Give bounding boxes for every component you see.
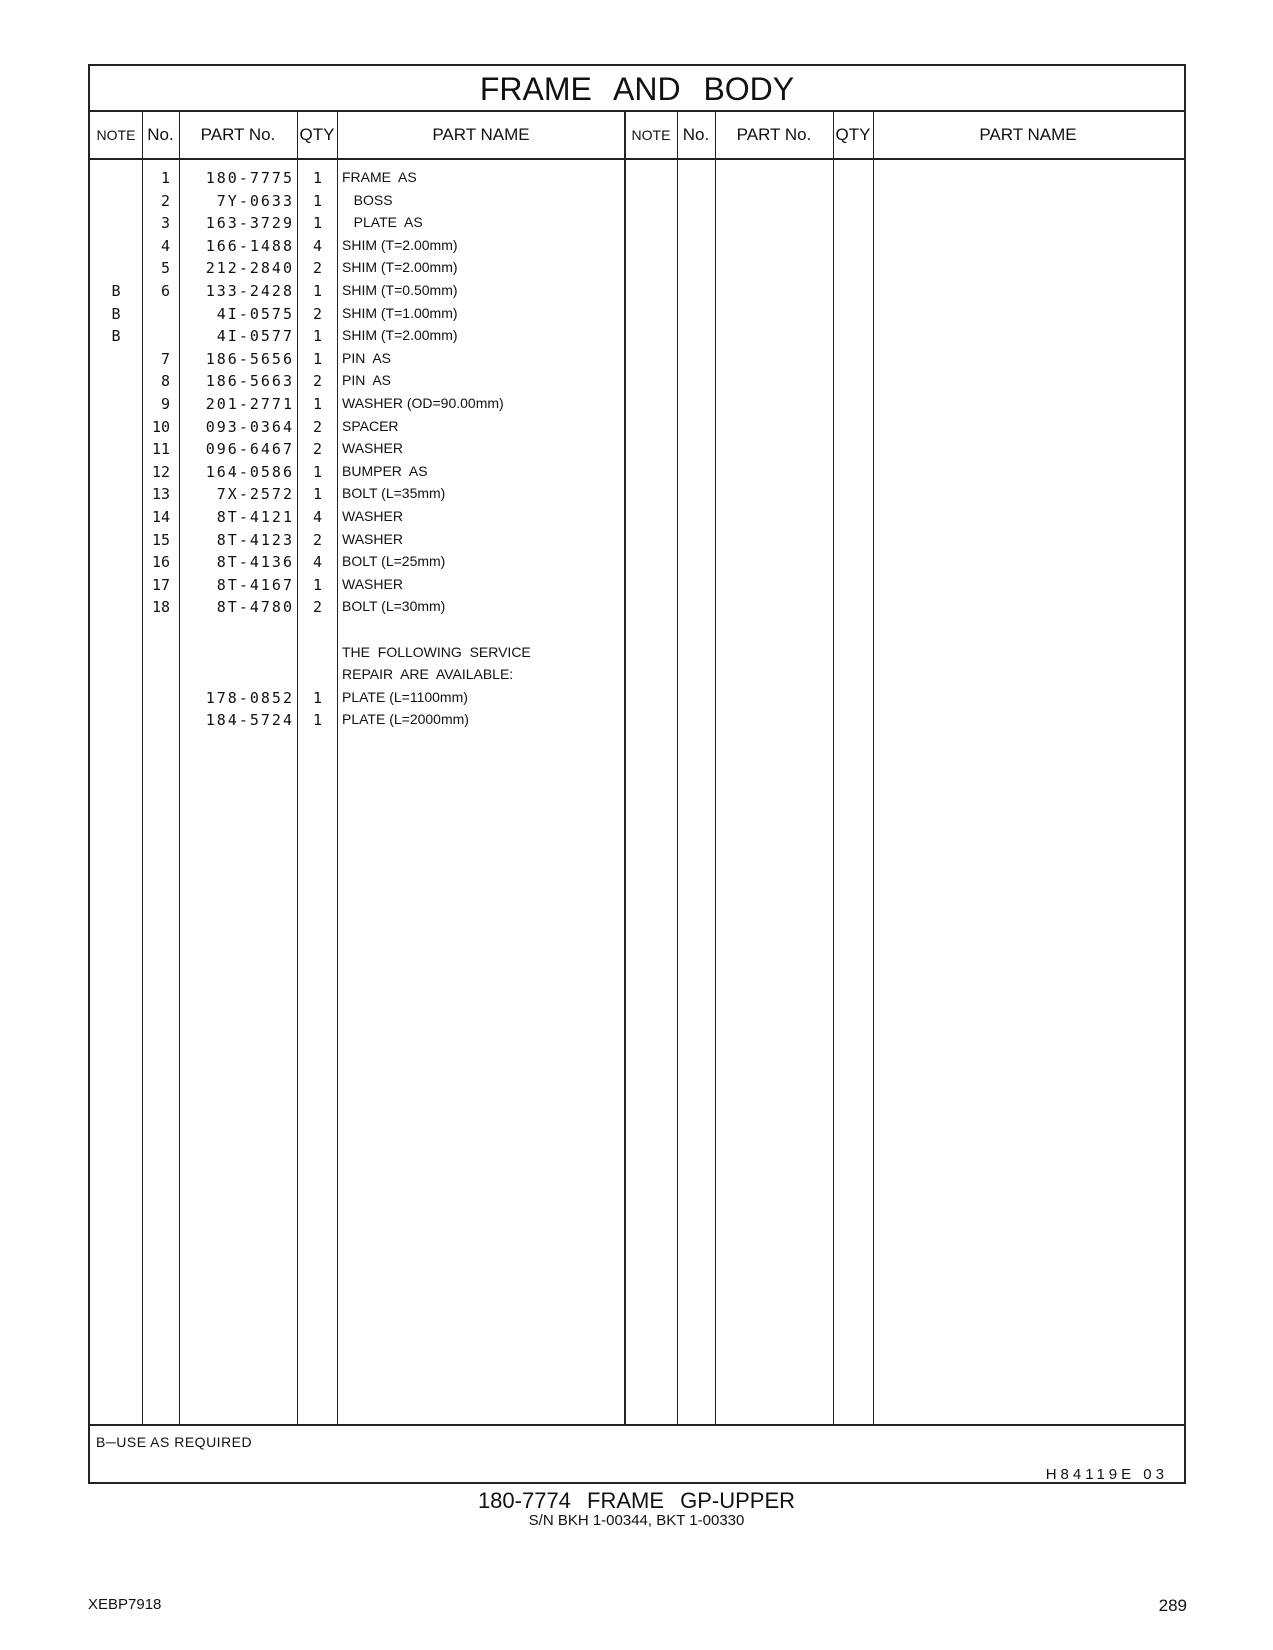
header-partname-right: PART NAME <box>979 125 1077 144</box>
row-part-number: 133-2428 <box>205 282 294 300</box>
table-row <box>90 553 1184 575</box>
row-part-name: PLATE AS <box>342 214 423 231</box>
row-part-number: 201-2771 <box>205 395 294 413</box>
row-part-number: 163-3729 <box>205 214 294 233</box>
row-part-name: BOSS <box>342 191 393 208</box>
row-part-number: 166-1488 <box>205 236 294 255</box>
table-row <box>90 598 1184 620</box>
row-part-number: 164-0586 <box>205 462 294 481</box>
row-number: 10 <box>151 417 170 436</box>
row-quantity: 1 <box>312 327 322 346</box>
table-row <box>90 169 1184 191</box>
row-quantity: 1 <box>312 395 322 413</box>
table-row <box>90 576 1184 598</box>
row-quantity: 1 <box>312 349 322 368</box>
row-part-number: 096-6467 <box>205 440 294 459</box>
table-row <box>90 711 1184 733</box>
row-quantity: 1 <box>312 462 322 481</box>
group-caption: 180-7774 FRAME GP-UPPER <box>477 1488 796 1513</box>
table-row <box>90 531 1184 553</box>
table-row <box>90 259 1184 281</box>
row-number: 16 <box>151 553 170 572</box>
table-row <box>90 305 1184 327</box>
table-row <box>90 237 1184 259</box>
row-part-number: 7Y-0633 <box>216 191 294 210</box>
row-part-number: 8T-4121 <box>216 508 294 526</box>
row-part-name: PIN AS <box>342 349 392 366</box>
row-part-number: 184-5724 <box>205 711 294 730</box>
row-quantity: 2 <box>312 598 322 617</box>
row-part-name: FRAME AS <box>342 169 417 185</box>
row-quantity: 4 <box>312 553 322 572</box>
row-number: 2 <box>160 191 170 210</box>
row-number: 15 <box>151 530 170 549</box>
table-row <box>90 440 1184 462</box>
row-quantity: 2 <box>312 304 322 323</box>
row-number: 14 <box>151 508 170 526</box>
header-note-left: NOTE <box>96 127 136 143</box>
row-part-number: 4I-0575 <box>216 304 294 323</box>
row-number: 5 <box>160 259 170 278</box>
publication-code: XEBP7918 <box>88 1596 162 1613</box>
header-qty-right: QTY <box>835 125 871 144</box>
table-row <box>90 418 1184 440</box>
row-number: 12 <box>151 462 170 481</box>
table-row <box>90 372 1184 394</box>
table-row <box>90 666 1184 688</box>
row-part-name: WASHER <box>342 530 403 547</box>
row-number: 13 <box>151 485 170 504</box>
row-part-name: SHIM (T=2.00mm) <box>342 236 458 253</box>
row-part-number: 178-0852 <box>205 688 294 707</box>
row-part-name: THE FOLLOWING SERVICE <box>342 643 531 660</box>
row-part-number: 8T-4167 <box>216 575 294 594</box>
table-row <box>90 644 1184 666</box>
serial-range: S/N BKH 1-00344, BKT 1-00330 <box>528 1512 745 1529</box>
row-quantity: 1 <box>312 282 322 300</box>
row-quantity: 1 <box>312 711 322 730</box>
header-no-right: No. <box>682 125 710 144</box>
row-quantity: 4 <box>312 236 322 255</box>
row-part-name: BOLT (L=25mm) <box>342 553 446 570</box>
table-header <box>90 112 1184 160</box>
row-quantity: 1 <box>312 485 322 504</box>
table-row <box>90 621 1184 643</box>
row-number: 3 <box>160 214 170 233</box>
row-note: B <box>111 327 121 346</box>
row-part-name: SHIM (T=2.00mm) <box>342 259 458 276</box>
row-part-number: 186-5656 <box>205 349 294 368</box>
row-part-name: WASHER (OD=90.00mm) <box>342 395 504 411</box>
parts-table-frame <box>88 64 1186 1484</box>
row-part-name: SPACER <box>342 417 399 434</box>
row-part-number: 093-0364 <box>205 417 294 436</box>
row-quantity: 1 <box>312 169 322 187</box>
row-part-name: WASHER <box>342 508 403 524</box>
table-row <box>90 214 1184 236</box>
table-row <box>90 689 1184 711</box>
row-quantity: 2 <box>312 259 322 278</box>
table-row <box>90 327 1184 349</box>
row-quantity: 4 <box>312 508 322 526</box>
row-quantity: 2 <box>312 530 322 549</box>
row-part-number: 8T-4123 <box>216 530 294 549</box>
row-quantity: 1 <box>312 688 322 707</box>
row-number: 6 <box>160 282 170 300</box>
row-part-number: 8T-4780 <box>216 598 294 617</box>
row-number: 11 <box>151 440 170 459</box>
header-note-right: NOTE <box>631 127 671 143</box>
row-quantity: 1 <box>312 214 322 233</box>
row-part-name: WASHER <box>342 575 403 592</box>
row-quantity: 2 <box>312 417 322 436</box>
row-part-name: BUMPER AS <box>342 462 428 479</box>
document-reference: H84119E 03 <box>1045 1466 1168 1483</box>
table-row <box>90 463 1184 485</box>
section-title: FRAME AND BODY <box>90 66 1184 112</box>
row-part-number: 212-2840 <box>205 259 294 278</box>
table-footer <box>90 1424 1184 1486</box>
header-no-left: No. <box>147 125 174 144</box>
row-note: B <box>111 282 121 300</box>
row-part-name: PLATE (L=1100mm) <box>342 688 468 705</box>
row-part-name: REPAIR ARE AVAILABLE: <box>342 666 514 683</box>
row-number: 17 <box>151 575 170 594</box>
row-part-name: WASHER <box>342 440 403 457</box>
row-part-name: SHIM (T=1.00mm) <box>342 304 458 321</box>
row-part-number: 8T-4136 <box>216 553 294 572</box>
row-quantity: 1 <box>312 191 322 210</box>
header-qty-left: QTY <box>299 125 335 144</box>
header-partname-left: PART NAME <box>432 125 530 144</box>
row-part-number: 7X-2572 <box>216 485 294 504</box>
row-note: B <box>111 304 121 323</box>
header-partno-right: PART No. <box>736 125 812 144</box>
table-row <box>90 192 1184 214</box>
row-quantity: 2 <box>312 372 322 391</box>
row-part-name: PIN AS <box>342 372 392 389</box>
row-quantity: 1 <box>312 575 322 594</box>
table-row <box>90 395 1184 417</box>
row-part-name: BOLT (L=35mm) <box>342 485 446 502</box>
row-number: 8 <box>160 372 170 391</box>
row-part-number: 180-7775 <box>205 169 294 187</box>
row-part-name: PLATE (L=2000mm) <box>342 711 469 728</box>
table-row <box>90 282 1184 304</box>
row-part-name: SHIM (T=0.50mm) <box>342 282 458 298</box>
row-number: 4 <box>160 236 170 255</box>
row-part-number: 4I-0577 <box>216 327 294 346</box>
table-row <box>90 485 1184 507</box>
row-number: 7 <box>160 349 170 368</box>
footnote: B─USE AS REQUIRED <box>96 1434 253 1450</box>
row-part-name: SHIM (T=2.00mm) <box>342 327 458 344</box>
table-row <box>90 508 1184 530</box>
table-row <box>90 350 1184 372</box>
header-partno-left: PART No. <box>200 125 276 144</box>
row-number: 9 <box>160 395 170 413</box>
row-number: 18 <box>151 598 170 617</box>
page-number: 289 <box>1158 1596 1187 1615</box>
row-number: 1 <box>160 169 170 187</box>
row-part-number: 186-5663 <box>205 372 294 391</box>
row-quantity: 2 <box>312 440 322 459</box>
row-part-name: BOLT (L=30mm) <box>342 598 446 615</box>
